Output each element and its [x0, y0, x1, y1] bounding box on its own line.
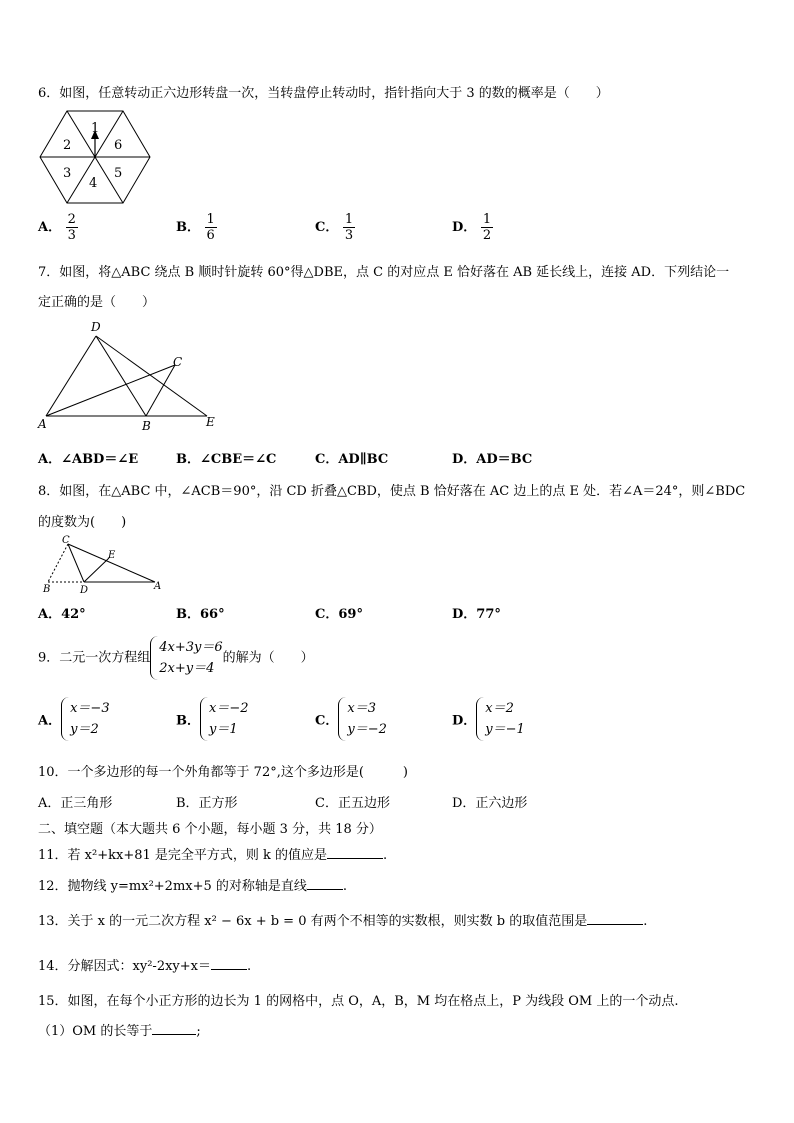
q6-option-b[interactable]: B． $\frac{1}{6}$ — [176, 212, 215, 243]
label-b: B — [43, 584, 51, 595]
q8-text-line1: 8．如图，在△ABC 中，∠ACB＝90°，沿 CD 折叠△CBD，使点 B 恰好落在 AC 边上的点 E 处．若∠A＝24°，则∠BDC — [38, 484, 746, 499]
answer-blank[interactable] — [211, 957, 247, 970]
q7-option-c[interactable]: C．AD∥BC — [315, 452, 389, 467]
label-d: D — [80, 585, 89, 595]
q10-option-d[interactable]: D．正六边形 — [452, 796, 528, 811]
q8-option-a[interactable]: A．42° — [38, 607, 86, 622]
q14-text: 14．分解因式：xy²-2xy+x＝ . — [38, 959, 252, 974]
q10-option-b[interactable]: B．正方形 — [176, 796, 238, 811]
solution-system: x＝−3 y＝2 — [61, 697, 110, 741]
fraction: $\frac{2}{3}$ — [67, 212, 76, 243]
fold-triangle-figure — [40, 533, 168, 595]
solution-system: x＝3 y＝−2 — [338, 697, 387, 741]
label-a: A — [38, 417, 47, 431]
q9-option-b[interactable]: B． x＝−2 y＝1 — [176, 697, 249, 741]
q6-text: 6．如图，任意转动正六边形转盘一次，当转盘停止转动时，指针指向大于 3 的数的概率是（ ） — [38, 86, 609, 101]
answer-blank[interactable] — [152, 1022, 196, 1035]
fraction: $\frac{1}{3}$ — [344, 212, 354, 243]
answer-blank[interactable] — [307, 877, 343, 890]
label-c: C — [62, 535, 70, 546]
q9-option-d[interactable]: D． x＝2 y＝−1 — [452, 697, 525, 741]
answer-blank[interactable] — [327, 846, 383, 859]
q8-option-c[interactable]: C．69° — [315, 607, 363, 622]
section-heading: 二、填空题（本大题共 6 个小题，每小题 3 分，共 18 分） — [38, 822, 382, 837]
equation-system: 4x+3y＝6 2x+y＝4 — [150, 636, 222, 680]
q13-text: 13．关于 x 的一元二次方程 x² − 6x + b = 0 有两个不相等的实数根，则实数 b 的取值范围是 . — [38, 914, 648, 929]
spinner-label-4: 4 — [89, 176, 98, 191]
q9-option-a[interactable]: A． x＝−3 y＝2 — [38, 697, 110, 741]
q12-text: 12．抛物线 y=mx²+2mx+5 的对称轴是直线 . — [38, 879, 348, 894]
label-a: A — [154, 581, 162, 592]
q7-text-line1: 7．如图，将△ABC 绕点 B 顺时针旋转 60°得△DBE，点 C 的对应点 E 恰好落在 AB 延长线上，连接 AD．下列结论一 — [38, 265, 730, 280]
fraction: $\frac{1}{2}$ — [482, 212, 492, 243]
spinner-label-1: 1 — [91, 121, 100, 136]
q8-option-d[interactable]: D．77° — [452, 607, 501, 622]
q7-option-b[interactable]: B．∠CBE＝∠C — [176, 452, 277, 467]
solution-system: x＝2 y＝−1 — [476, 697, 525, 741]
q10-text: 10．一个多边形的每一个外角都等于 72°,这个多边形是( ) — [38, 765, 408, 780]
q9-option-c[interactable]: C． x＝3 y＝−2 — [315, 697, 387, 741]
label-e: E — [108, 550, 116, 561]
label-c: C — [173, 355, 183, 369]
rotation-triangle-figure — [36, 318, 218, 434]
solution-system: x＝−2 y＝1 — [200, 697, 249, 741]
label-d: D — [91, 320, 101, 334]
q6-option-c[interactable]: C． $\frac{1}{3}$ — [315, 212, 354, 243]
q7-option-a[interactable]: A．∠ABD＝∠E — [38, 452, 139, 467]
q7-text-line2: 定正确的是（ ） — [38, 295, 156, 310]
q10-option-c[interactable]: C．正五边形 — [315, 796, 390, 811]
q8-option-b[interactable]: B．66° — [176, 607, 225, 622]
q9-text: 9．二元一次方程组 4x+3y＝6 2x+y＝4 的解为（ ） — [38, 636, 314, 680]
label-e: E — [206, 415, 215, 429]
spinner-label-2: 2 — [63, 138, 72, 153]
q15-text-line1: 15．如图，在每个小正方形的边长为 1 的网格中，点 O，A，B，M 均在格点上，P 为线段 OM 上的一个动点. — [38, 994, 679, 1009]
hexagon-spinner-figure — [38, 108, 152, 206]
q10-option-a[interactable]: A．正三角形 — [38, 796, 113, 811]
q6-option-d[interactable]: D． $\frac{1}{2}$ — [452, 212, 492, 243]
q15-text-line2: （1）OM 的长等于 ; — [38, 1024, 201, 1039]
q8-text-line2: 的度数为( ) — [38, 515, 127, 530]
spinner-label-3: 3 — [63, 166, 72, 181]
label-b: B — [142, 419, 151, 433]
q6-option-a[interactable]: A． $\frac{2}{3}$ — [38, 212, 76, 243]
spinner-label-6: 6 — [114, 138, 123, 153]
fraction: $\frac{1}{6}$ — [206, 212, 215, 243]
q7-option-d[interactable]: D．AD＝BC — [452, 452, 533, 467]
q11-text: 11．若 x²+kx+81 是完全平方式，则 k 的值应是 . — [38, 848, 388, 863]
answer-blank[interactable] — [587, 912, 643, 925]
spinner-label-5: 5 — [114, 166, 123, 181]
